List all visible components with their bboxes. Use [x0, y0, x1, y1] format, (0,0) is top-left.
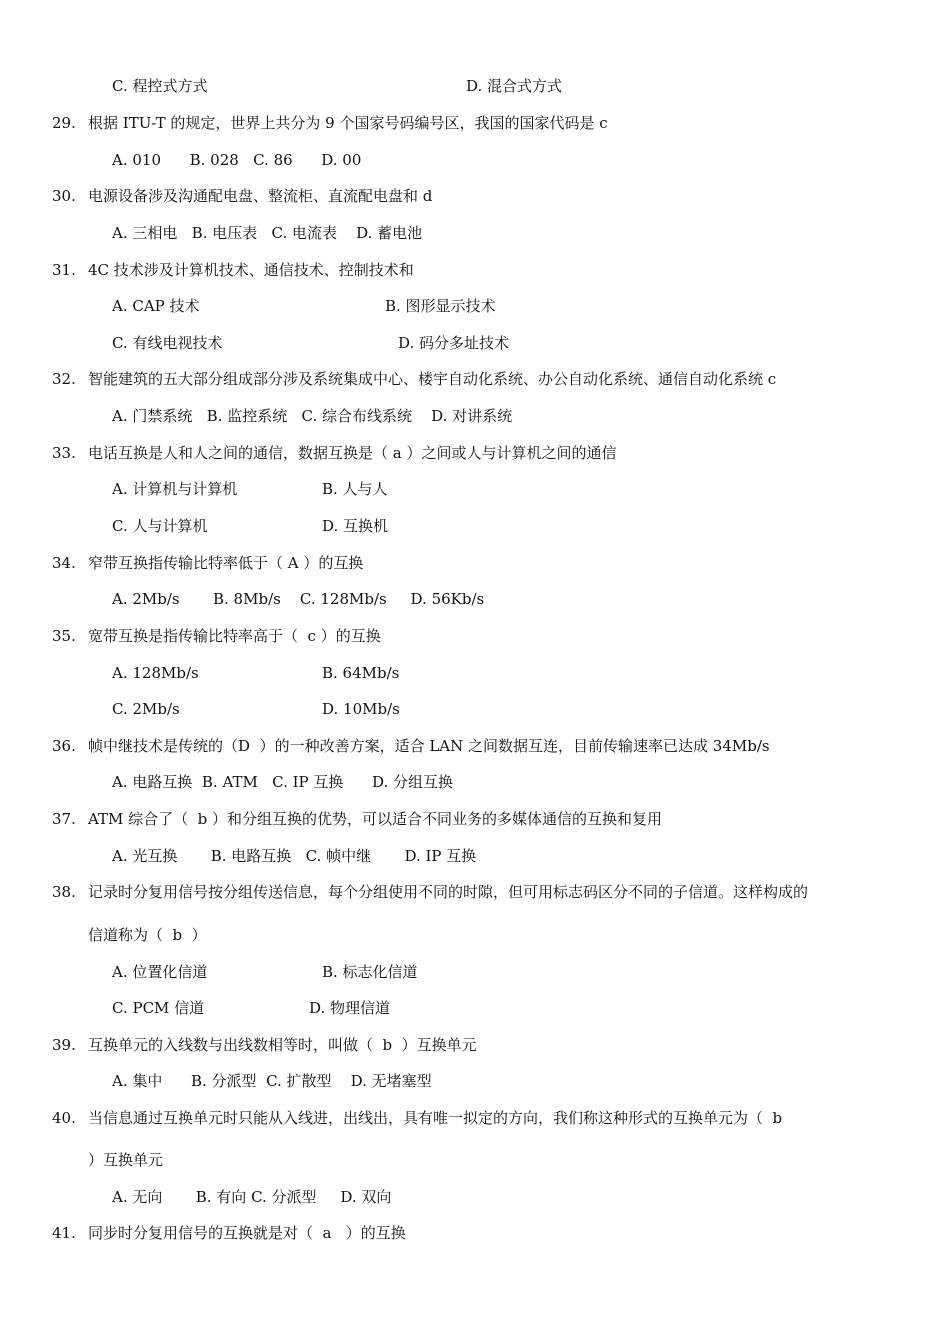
- option-right: B. 图形显示技术: [385, 297, 496, 315]
- question-text: 宽带互换是指传输比特率高于（ c ）的互换: [88, 627, 381, 645]
- question-number: 35.: [52, 627, 76, 645]
- question-36: [52, 736, 770, 756]
- option-right: D. 码分多址技术: [398, 334, 510, 352]
- question-text: 窄带互换指传输比特率低于（ A ）的互换: [88, 554, 364, 572]
- question-number: 34.: [52, 554, 76, 572]
- options-line: A. 三相电 B. 电压表 C. 电流表 D. 蓄电池: [112, 224, 423, 242]
- question-29: [52, 113, 608, 133]
- option-left: C. 程控式方式: [112, 77, 208, 95]
- option-left: A. 位置化信道: [112, 963, 208, 981]
- question-text: 互换单元的入线数与出线数相等时，叫做（ b ）互换单元: [88, 1036, 477, 1054]
- options-line: A. 电路互换 B. ATM C. IP 互换 D. 分组互换: [112, 773, 454, 791]
- question-number: 33.: [52, 444, 76, 462]
- option-left: A. CAP 技术: [112, 297, 200, 315]
- options-line: A. 010 B. 028 C. 86 D. 00: [112, 151, 362, 169]
- question-number: 30.: [52, 187, 76, 205]
- question-number: 32.: [52, 370, 76, 388]
- question-continuation: 信道称为（ b ）: [88, 926, 207, 944]
- question-continuation: ）互换单元: [88, 1151, 164, 1169]
- question-text: 电源设备涉及沟通配电盘、整流柜、直流配电盘和 d: [88, 187, 433, 205]
- option-right: D. 10Mb/s: [322, 700, 400, 718]
- question-number: 40.: [52, 1109, 76, 1127]
- question-32: [52, 369, 776, 389]
- question-number: 41.: [52, 1224, 76, 1242]
- option-right: D. 互换机: [322, 517, 389, 535]
- question-31: [52, 260, 414, 280]
- question-35: [52, 626, 381, 646]
- option-left: C. 2Mb/s: [112, 700, 180, 718]
- options-line: A. 集中 B. 分派型 C. 扩散型 D. 无堵塞型: [112, 1072, 432, 1090]
- question-text: 帧中继技术是传统的（D ）的一种改善方案，适合 LAN 之间数据互连，目前传输速率已达成 34Mb/s: [88, 737, 770, 755]
- question-number: 29.: [52, 114, 76, 132]
- options-line: A. 门禁系统 B. 监控系统 C. 综合布线系统 D. 对讲系统: [112, 407, 513, 425]
- option-right: B. 人与人: [322, 480, 388, 498]
- option-left: C. PCM 信道: [112, 999, 205, 1017]
- option-right: B. 64Mb/s: [322, 664, 400, 682]
- question-number: 39.: [52, 1036, 76, 1054]
- option-left: A. 计算机与计算机: [112, 480, 238, 498]
- question-38: [52, 882, 808, 902]
- option-right: B. 标志化信道: [322, 963, 418, 981]
- option-right: D. 物理信道: [309, 999, 391, 1017]
- question-number: 37.: [52, 810, 76, 828]
- options-line: A. 光互换 B. 电路互换 C. 帧中继 D. IP 互换: [112, 847, 477, 865]
- options-line: A. 无向 B. 有向 C. 分派型 D. 双向: [112, 1188, 392, 1206]
- question-text: 当信息通过互换单元时只能从入线进，出线出，具有唯一拟定的方向，我们称这种形式的互换单元为（ b: [88, 1109, 783, 1127]
- question-text: 电话互换是人和人之间的通信，数据互换是（ a ）之间或人与计算机之间的通信: [88, 444, 617, 462]
- option-right: D. 混合式方式: [466, 77, 563, 95]
- question-text: ATM 综合了（ b ）和分组互换的优势，可以适合不同业务的多媒体通信的互换和复用: [88, 810, 663, 828]
- question-number: 31.: [52, 261, 76, 279]
- question-33: [52, 443, 616, 463]
- question-text: 智能建筑的五大部分组成部分涉及系统集成中心、楼宇自动化系统、办公自动化系统、通信自动化系统 c: [88, 370, 777, 388]
- question-41: [52, 1223, 406, 1243]
- question-37: [52, 809, 662, 829]
- question-39: [52, 1035, 477, 1055]
- question-text: 同步时分复用信号的互换就是对（ a ）的互换: [88, 1224, 406, 1242]
- options-line: A. 2Mb/s B. 8Mb/s C. 128Mb/s D. 56Kb/s: [112, 590, 485, 608]
- question-34: [52, 553, 363, 573]
- question-number: 36.: [52, 737, 76, 755]
- question-text: 根据 ITU-T 的规定，世界上共分为 9 个国家号码编号区，我国的国家代码是 c: [88, 114, 608, 132]
- question-30: [52, 186, 432, 206]
- option-left: C. 有线电视技术: [112, 334, 223, 352]
- question-text: 记录时分复用信号按分组传送信息，每个分组使用不同的时隙，但可用标志码区分不同的子信道。这样构成的: [88, 883, 809, 901]
- question-number: 38.: [52, 883, 76, 901]
- option-left: C. 人与计算机: [112, 517, 208, 535]
- question-40: [52, 1108, 782, 1128]
- question-text: 4C 技术涉及计算机技术、通信技术、控制技术和: [88, 261, 414, 279]
- option-left: A. 128Mb/s: [112, 664, 199, 682]
